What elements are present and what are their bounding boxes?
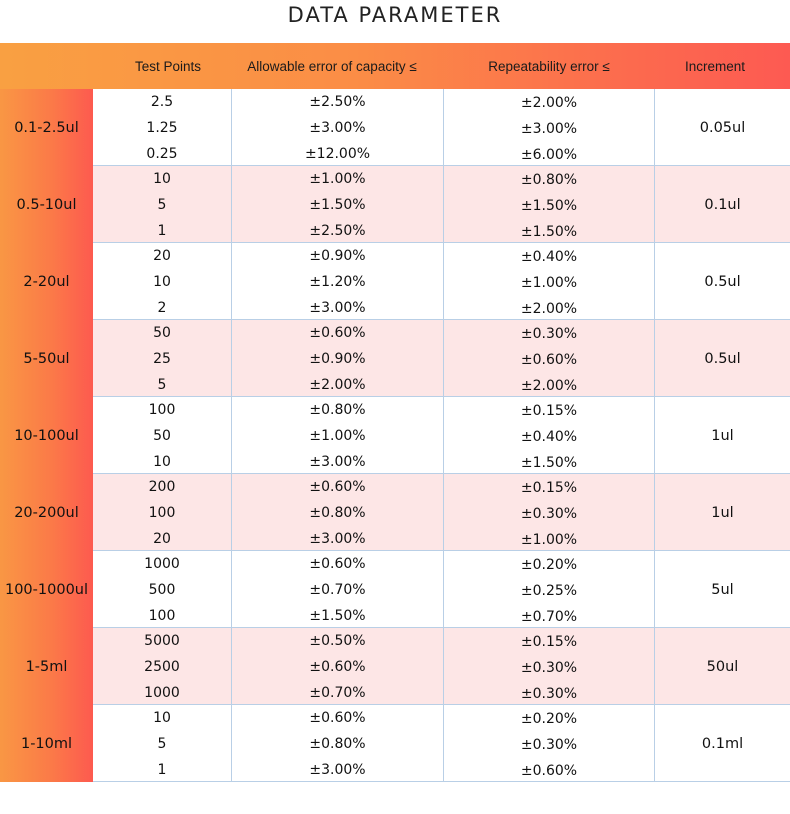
table-header <box>0 43 790 89</box>
repeatability-error-cell: ±0.60% <box>520 763 578 779</box>
test-point-cell: 1 <box>157 223 167 239</box>
header-capacity-error: Allowable error of capacity ≤ <box>247 58 417 74</box>
repeatability-error-cell: ±0.40% <box>520 429 578 445</box>
repeatability-error-cell: ±1.50% <box>520 198 578 214</box>
repeatability-error-cell: ±0.15% <box>520 480 578 496</box>
repeatability-error-cell: ±0.25% <box>520 583 578 599</box>
table-row-group <box>0 166 790 243</box>
capacity-error-cell: ±0.60% <box>309 659 366 675</box>
repeatability-error-cell: ±0.30% <box>520 506 578 522</box>
range-cell: 5-50ul <box>0 320 93 397</box>
test-point-cell: 50 <box>153 428 171 444</box>
test-point-cell: 0.25 <box>146 146 178 162</box>
header-repeatability-error: Repeatability error ≤ <box>488 58 610 74</box>
test-point-cell: 100 <box>148 402 176 418</box>
capacity-error-cell: ±3.00% <box>309 762 366 778</box>
repeatability-error-cell: ±0.80% <box>520 172 578 188</box>
header-range <box>0 43 93 89</box>
test-point-cell: 20 <box>153 248 171 264</box>
increment-cell: 0.1ml <box>701 735 744 752</box>
capacity-error-cell: ±1.20% <box>309 274 366 290</box>
range-cell: 1-10ml <box>0 705 93 782</box>
capacity-error-cell: ±3.00% <box>309 531 366 547</box>
test-point-cell: 10 <box>153 274 171 290</box>
capacity-error-cell: ±0.80% <box>309 402 366 418</box>
repeatability-error-cell: ±0.15% <box>520 634 578 650</box>
table-row-group <box>0 397 790 474</box>
increment-cell: 1ul <box>711 427 734 444</box>
test-point-cell: 2500 <box>144 659 180 675</box>
table-row-group <box>0 243 790 320</box>
increment-cell: 0.05ul <box>699 119 746 136</box>
test-point-cell: 1000 <box>144 556 180 572</box>
capacity-error-cell: ±0.90% <box>309 351 366 367</box>
test-point-cell: 25 <box>153 351 171 367</box>
capacity-error-cell: ±0.80% <box>309 736 366 752</box>
repeatability-error-cell: ±1.00% <box>520 275 578 291</box>
test-point-cell: 10 <box>153 454 171 470</box>
test-point-cell: 2.5 <box>150 94 174 110</box>
page-title: DATA PARAMETER <box>287 3 503 27</box>
range-cell: 1-5ml <box>0 628 93 705</box>
capacity-error-cell: ±3.00% <box>309 300 366 316</box>
increment-cell: 50ul <box>706 658 739 675</box>
repeatability-error-cell: ±1.50% <box>520 455 578 471</box>
table-row-group <box>0 628 790 705</box>
test-point-cell: 5 <box>157 197 167 213</box>
header-increment: Increment <box>684 58 746 74</box>
increment-cell: 0.1ul <box>704 196 741 213</box>
capacity-error-cell: ±0.70% <box>309 685 366 701</box>
table-row-group <box>0 551 790 628</box>
repeatability-error-cell: ±2.00% <box>520 301 578 317</box>
capacity-error-cell: ±12.00% <box>304 146 371 162</box>
repeatability-error-cell: ±1.50% <box>520 224 578 240</box>
capacity-error-cell: ±1.00% <box>309 171 366 187</box>
capacity-error-cell: ±0.90% <box>309 248 366 264</box>
table-row-group <box>0 320 790 397</box>
test-point-cell: 200 <box>148 479 176 495</box>
repeatability-error-cell: ±0.30% <box>520 737 578 753</box>
repeatability-error-cell: ±0.30% <box>520 686 578 702</box>
test-point-cell: 1.25 <box>146 120 178 136</box>
increment-cell: 0.5ul <box>704 273 741 290</box>
range-cell: 20-200ul <box>0 474 93 551</box>
repeatability-error-cell: ±6.00% <box>520 147 578 163</box>
repeatability-error-cell: ±0.15% <box>520 403 578 419</box>
test-point-cell: 20 <box>153 531 171 547</box>
capacity-error-cell: ±0.60% <box>309 479 366 495</box>
test-point-cell: 500 <box>148 582 176 598</box>
repeatability-error-cell: ±0.60% <box>520 352 578 368</box>
repeatability-error-cell: ±2.00% <box>520 95 578 111</box>
table-body <box>0 89 790 782</box>
capacity-error-cell: ±0.50% <box>309 633 366 649</box>
repeatability-error-cell: ±3.00% <box>520 121 578 137</box>
repeatability-error-cell: ±0.20% <box>520 711 578 727</box>
test-point-cell: 50 <box>153 325 171 341</box>
range-cell: 0.1-2.5ul <box>0 89 93 166</box>
repeatability-error-cell: ±0.40% <box>520 249 578 265</box>
range-cell: 0.5-10ul <box>0 166 93 243</box>
range-cell: 100-1000ul <box>0 551 93 628</box>
repeatability-error-cell: ±0.70% <box>520 609 578 625</box>
test-point-cell: 5 <box>157 377 167 393</box>
repeatability-error-cell: ±0.30% <box>520 660 578 676</box>
test-point-cell: 100 <box>148 505 176 521</box>
capacity-error-cell: ±0.70% <box>309 582 366 598</box>
test-point-cell: 5 <box>157 736 167 752</box>
capacity-error-cell: ±0.60% <box>309 556 366 572</box>
capacity-error-cell: ±0.60% <box>309 710 366 726</box>
repeatability-error-cell: ±1.00% <box>520 532 578 548</box>
test-point-cell: 100 <box>148 608 176 624</box>
capacity-error-cell: ±2.00% <box>309 377 366 393</box>
repeatability-error-cell: ±0.20% <box>520 557 578 573</box>
test-point-cell: 5000 <box>144 633 180 649</box>
capacity-error-cell: ±0.80% <box>309 505 366 521</box>
range-cell: 10-100ul <box>0 397 93 474</box>
capacity-error-cell: ±1.50% <box>309 608 366 624</box>
capacity-error-cell: ±2.50% <box>309 223 366 239</box>
test-point-cell: 1000 <box>144 685 180 701</box>
increment-cell: 1ul <box>711 504 734 521</box>
header-test-points: Test Points <box>134 58 202 74</box>
repeatability-error-cell: ±0.30% <box>520 326 578 342</box>
increment-cell: 5ul <box>711 581 734 598</box>
capacity-error-cell: ±1.50% <box>309 197 366 213</box>
capacity-error-cell: ±3.00% <box>309 120 366 136</box>
range-cell: 2-20ul <box>0 243 93 320</box>
test-point-cell: 2 <box>157 300 167 316</box>
table-row-group <box>0 474 790 551</box>
table-row-group <box>0 89 790 166</box>
capacity-error-cell: ±3.00% <box>309 454 366 470</box>
capacity-error-cell: ±1.00% <box>309 428 366 444</box>
increment-cell: 0.5ul <box>704 350 741 367</box>
test-point-cell: 1 <box>157 762 167 778</box>
test-point-cell: 10 <box>153 171 171 187</box>
test-point-cell: 10 <box>153 710 171 726</box>
repeatability-error-cell: ±2.00% <box>520 378 578 394</box>
table-row-group <box>0 705 790 782</box>
capacity-error-cell: ±0.60% <box>309 325 366 341</box>
capacity-error-cell: ±2.50% <box>309 94 366 110</box>
